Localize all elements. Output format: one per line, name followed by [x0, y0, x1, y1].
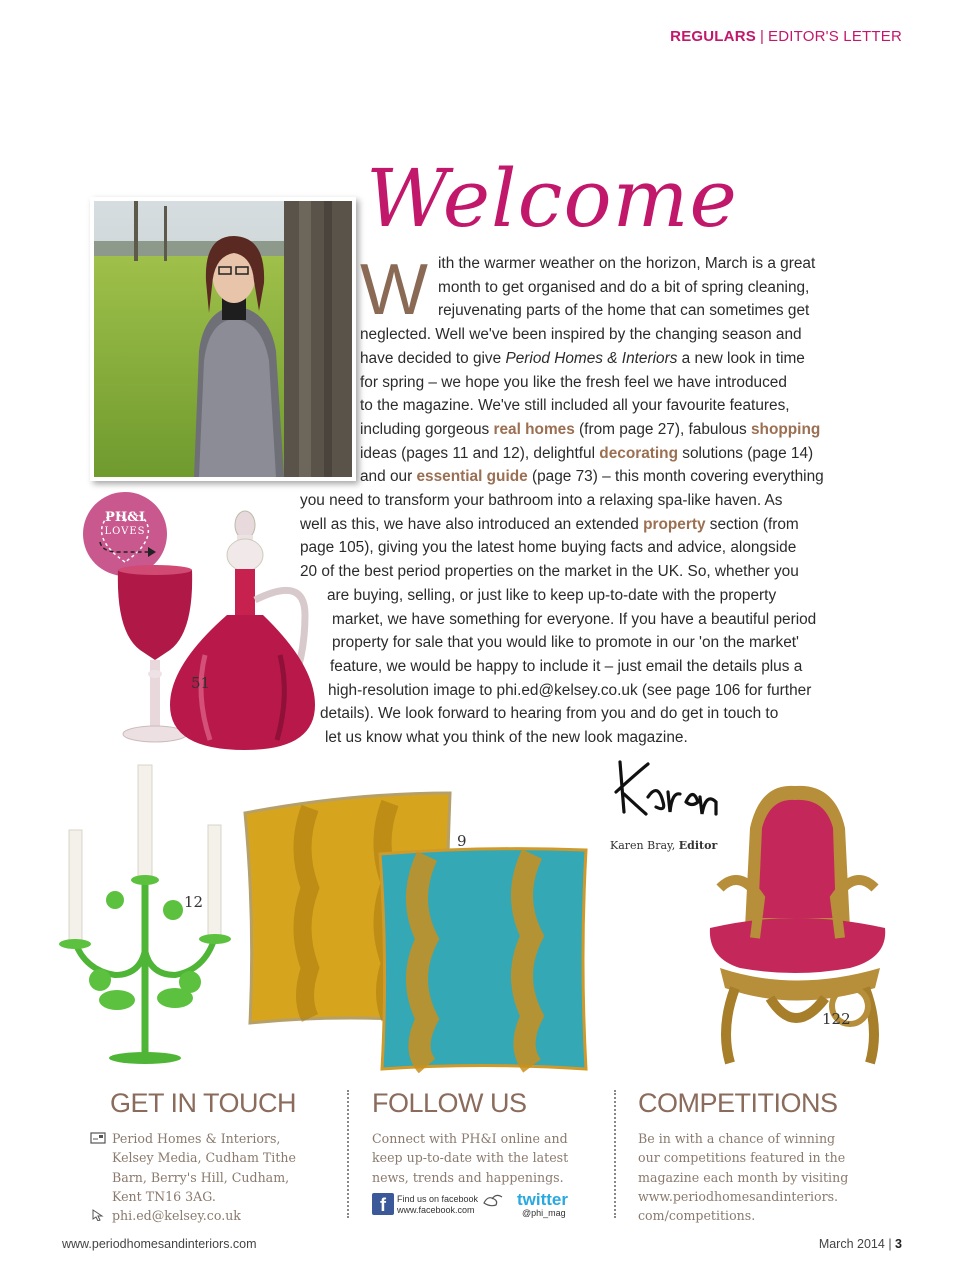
issue-date: March 2014	[818, 1237, 885, 1251]
letter-line: to the magazine. We've still included all your favourite features,	[360, 397, 790, 415]
twitter-handle[interactable]: @phi_mag	[522, 1208, 566, 1218]
follow-us-column	[372, 1088, 597, 1187]
page-number: 3	[895, 1237, 902, 1251]
candelabra-illustration	[55, 760, 245, 1065]
page-ref-chair: 122	[822, 1010, 851, 1028]
competitions-heading: COMPETITIONS	[638, 1088, 838, 1118]
letter-line: neglected. Well we've been inspired by the changing season and	[360, 326, 802, 344]
address-line: Period Homes & Interiors,	[112, 1131, 281, 1146]
highlight-real-homes: real homes	[493, 420, 575, 438]
follow-us-text: Connect with PH&I online and	[372, 1131, 568, 1146]
facebook-link[interactable]: Find us on facebook www.facebook.com	[397, 1194, 479, 1215]
competitions-link[interactable]: www.periodhomesandinteriors.	[638, 1188, 839, 1204]
section-header	[670, 28, 902, 45]
badge-line-2: LOVES	[104, 526, 146, 537]
page-ref-glassware: 51	[191, 674, 211, 692]
letter-line: feature, we would be happy to include it – just email the details plus a	[330, 657, 803, 675]
letter-line: 20 of the best period properties on the market in the UK. So, whether you	[300, 563, 799, 581]
contact-email[interactable]: phi.ed@kelsey.co.uk	[112, 1208, 241, 1224]
follow-us-text: keep up-to-date with the latest	[372, 1150, 569, 1166]
column-divider	[347, 1090, 349, 1218]
letter-line: page 105), giving you the latest home buying facts and advice, alongside	[300, 539, 797, 557]
highlight-property: property	[643, 515, 706, 533]
letter-line: let us know what you think of the new look magazine.	[325, 729, 688, 747]
get-in-touch-column	[90, 1088, 330, 1225]
letter-line: well as this, we have also introduced an extended property section (from	[300, 515, 799, 533]
mail-icon	[90, 1132, 106, 1144]
address-line: Kelsey Media, Cudham Tithe	[112, 1150, 296, 1166]
letter-line: month to get organised and do a bit of spring cleaning,	[438, 278, 810, 296]
editors-letter	[300, 252, 840, 750]
letter-line: for spring – we hope you like the fresh feel we have introduced	[360, 373, 787, 391]
follow-us-heading: FOLLOW US	[372, 1088, 527, 1118]
facebook-icon[interactable]: f	[372, 1193, 394, 1215]
get-in-touch-heading: GET IN TOUCH	[110, 1088, 297, 1118]
letter-line: high-resolution image to phi.ed@kelsey.co.uk (see page 106 for further	[328, 681, 812, 699]
column-divider	[614, 1090, 616, 1218]
footer-website[interactable]: www.periodhomesandinteriors.com	[62, 1237, 257, 1251]
letter-line: property for sale that you would like to promote in our 'on the market'	[332, 634, 799, 652]
follow-us-text: news, trends and happenings.	[372, 1169, 564, 1185]
gilded-chair-illustration	[700, 778, 890, 1068]
badge-line-1: PH&I	[105, 510, 145, 525]
editor-role: Editor	[678, 839, 718, 852]
page-ref-candelabra: 12	[184, 893, 204, 911]
page-title: Welcome	[366, 152, 738, 245]
address-line: Kent TN16 3AG.	[112, 1188, 216, 1204]
highlight-decorating: decorating	[599, 444, 678, 462]
email-row	[90, 1206, 330, 1225]
twitter-logo[interactable]: twitter	[517, 1190, 568, 1209]
twitter-birds-icon	[482, 1191, 518, 1211]
competitions-text: magazine each month by visiting	[638, 1169, 849, 1185]
section-label: REGULARS	[670, 28, 756, 45]
highlight-essential-guide: essential guide	[416, 468, 528, 486]
address-block	[90, 1129, 330, 1206]
competitions-text: Be in with a chance of winning	[638, 1131, 836, 1146]
footer-page-info	[819, 1237, 902, 1251]
address-line: Barn, Berry's Hill, Cudham,	[112, 1169, 290, 1185]
letter-line: are buying, selling, or just like to keep up-to-date with the property	[327, 586, 777, 604]
decanter-illustration	[165, 505, 325, 755]
letter-line: ideas (pages 11 and 12), delightful decorating solutions (page 14)	[360, 444, 814, 462]
competitions-column	[638, 1088, 888, 1225]
letter-line: have decided to give Period Homes & Interiors a new look in time	[360, 349, 805, 367]
highlight-shopping: shopping	[751, 420, 821, 438]
letter-line: rejuvenating parts of the home that can sometimes get	[438, 302, 810, 320]
header-separator: |	[759, 28, 765, 45]
letter-line: including gorgeous real homes (from page 27), fabulous shopping	[360, 420, 821, 438]
letter-line: and our essential guide (page 73) – this month covering everything	[360, 468, 824, 486]
competitions-link[interactable]: com/competitions.	[638, 1208, 756, 1224]
editor-name: Karen Bray,	[610, 839, 676, 852]
letter-line: ith the warmer weather on the horizon, March is a great	[438, 255, 816, 272]
drop-cap: W	[360, 250, 428, 330]
page-ref-cushions: 9	[457, 832, 467, 850]
turquoise-cushion-illustration	[372, 844, 594, 1074]
magazine-name: Period Homes & Interiors	[505, 349, 678, 367]
letter-line: market, we have something for everyone. If you have a beautiful period	[332, 610, 817, 628]
letter-line: details). We look forward to hearing from you and do get in touch to	[320, 705, 779, 723]
mouse-pointer-icon	[90, 1209, 106, 1221]
competitions-text: our competitions featured in the	[638, 1150, 846, 1166]
letter-line: you need to transform your bathroom into a relaxing spa-like haven. As	[300, 492, 783, 510]
footer-separator: |	[888, 1237, 892, 1251]
dashed-arrow-icon	[98, 540, 160, 560]
subsection-label: EDITOR'S LETTER	[768, 28, 902, 45]
